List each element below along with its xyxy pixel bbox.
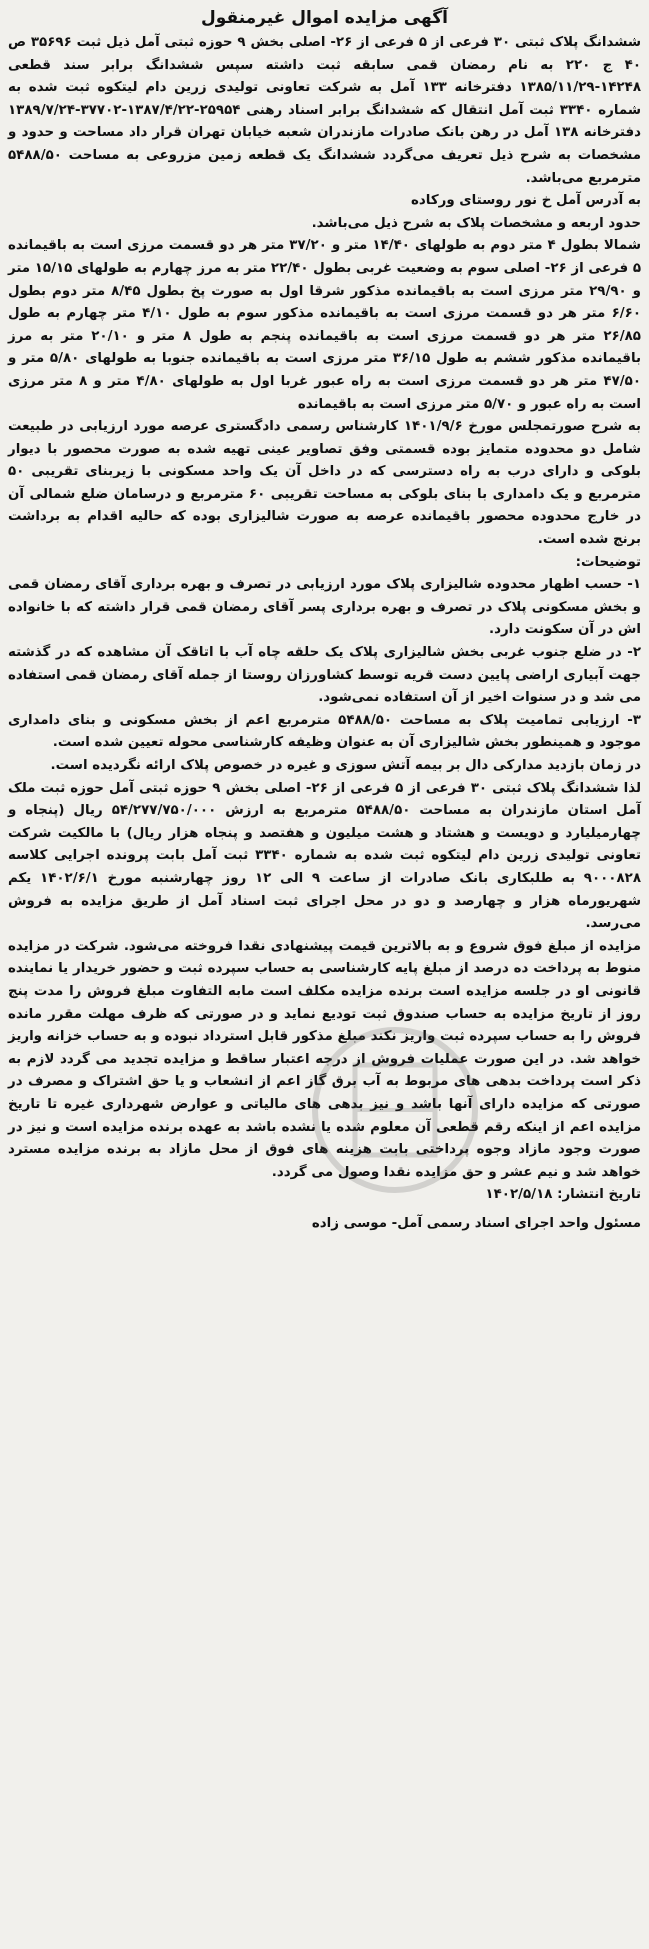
notice-title: آگهی مزایده اموال غیرمنقول bbox=[201, 8, 448, 28]
auction-terms: مزایده از مبلغ فوق شروع و به بالاترین قیمت پیشنهادی نقدا فروخته می‌شود. شرکت در مزایده منوط به پرداخت ده درصد از مبلغ پایه کارشناسی به حساب سپرده ثبت و حضور خریدار یا نماینده قانونی او در جلسه مزایده است برنده مزایده مکلف است مابه التفاوت مبلغ فروش را مدت پنج روز از تاریخ مزایده به حساب صندوق ثبت تودیع نماید و در صورتی که ظرف مهلت مقرر مانده فروش را به حساب سپرده ثبت واریز نکند مبلغ مذکور قابل استرداد نبوده و به حساب خزانه واریز خواهد شد. در این صورت عملیات فروش از درجه اعتبار ساقط و مزایده تجدید می گردد لازم به ذکر است پرداخت بدهی های مربوط به آب برق گاز اعم از انشعاب و یا حق اشتراک و مصرف در صورتی که مزایده دارای آنها باشد و نیز بدهی های مالیاتی و عوارض شهرداری غیره تا تاریخ مزایده اعم از اینکه رقم قطعی آن معلوم شده یا نشده باشد به عهده برنده مزایده است و نیز در صورت وجود مازاد وجوه پرداختی بابت هزینه های فوق از محل مازاد به برنده مزایده مسترد خواهد شد و نیم عشر و حق مزایده نقدا وصول می گردد. bbox=[8, 938, 641, 1180]
property-address: به آدرس آمل خ نور روستای ورکاده bbox=[411, 193, 641, 209]
signature-line: مسئول واحد اجرای اسناد رسمی آمل- موسی زاده bbox=[311, 1215, 641, 1231]
note-1: ۱- حسب اظهار محدوده شالیزاری پلاک مورد ارزیابی در تصرف و بهره برداری آقای رمضان قمی و بخش مسکونی پلاک در تصرف و بهره برداری پسر آقای رمضان قمی قرار داشته که با خانواده اش در آن سکونت دارد. bbox=[8, 577, 641, 638]
expert-report: به شرح صورتمجلس مورخ ۱۴۰۱/۹/۶ کارشناس رسمی دادگستری عرصه مورد ارزیابی در طبیعت شامل دو محدوده متمایز بوده قسمتی وفق تصاویر عینی تهیه شده به صورت محصور با دیوار بلوکی و دارای درب به راه دسترسی که در داخل آن یک واحد مسکونی با زیربنای تقریبی ۵۰ مترمربع و یک دامداری با بنای بلوکی به مساحت تقریبی ۶۰ مترمربع و درسامان ضلع شمالی آن در خارج محدوده محصور باقیمانده عرصه به صورت شالیزاری بوده که حالیه اقدام به برداشت برنج شده است. bbox=[8, 419, 641, 548]
boundaries-text: شمالا بطول ۴ متر دوم به طولهای ۱۴/۴۰ متر و ۳۷/۲۰ متر هر دو قسمت مرزی است به باقیمانده ۵ فرعی از ۲۶- اصلی سوم به وضعیت غربی بطول ۲۲/۴۰ متر به مرز چهارم به طولهای ۱۵/۱۵ متر و ۲۹/۹۰ متر مرزی است به باقیمانده مذکور شرقا اول به صورت پخ بطول ۸/۴۵ متر دوم بطول ۶/۶۰ متر هر دو قسمت مرزی است به باقیمانده مذکور سوم به طول ۴/۱۰ متر چهارم به طول ۲۶/۸۵ متر هر دو قسمت مرزی است به باقیمانده پنجم به طول ۸ متر و ۲۰/۱۰ متر به مرز باقیمانده مذکور ششم به طول ۳۶/۱۵ متر مرزی است به باقیمانده جنوبا به طولهای ۵/۸۰ متر و ۴۷/۵۰ متر هر دو قسمت مرزی است به راه عبور غربا اول به طولهای ۴/۸۰ متر و ۸ متر مرزی است به راه عبور و ۵/۷۰ متر مرزی است به باقیمانده bbox=[7, 238, 642, 412]
insurance-note: در زمان بازدید مدارکی دال بر بیمه آتش سوزی و غیره در خصوص پلاک ارائه نگردیده است. bbox=[50, 758, 641, 773]
note-3: ۳- ارزیابی تمامیت پلاک به مساحت ۵۴۸۸/۵۰ مترمربع اعم از بخش مسکونی و بنای دامداری موجود و همینطور بخش شالیزاری آن به عنوان وظیفه کارشناسی محوله تعیین شده است. bbox=[8, 712, 641, 751]
boundaries-heading: حدود اربعه و مشخصات پلاک به شرح ذیل می‌باشد. bbox=[311, 215, 641, 231]
valuation-paragraph: لذا ششدانگ پلاک ثبتی ۳۰ فرعی از ۵ فرعی از ۲۶- اصلی بخش ۹ حوزه ثبتی آمل حوزه ثبت ملک آمل استان مازندران به مساحت ۵۴۸۸/۵۰ مترمربع به ارزش ۵۴/۲۷۷/۷۵۰/۰۰۰ ریال (پنجاه و چهارمیلیارد و دویست و هشتاد و هشت میلیون و هفتصد و پنجاه هزار ریال) با مالکیت شرکت تعاونی تولیدی زرین دام لیتکوه ثبت شده به شماره ۳۳۴۰ ثبت آمل بابت پرونده اجرایی کلاسه ۹۰۰۰۸۲۸ به طلبکاری بانک صادرات از ساعت ۹ الی ۱۲ روز چهارشنبه مورخ ۱۴۰۲/۶/۱ یکم شهریورماه هزار و چهارصد و دو در محل اجرای ثبت اسناد آمل از طریق مزایده به فروش می‌رسد. bbox=[8, 780, 642, 932]
publish-date: تاریخ انتشار: ۱۴۰۲/۵/۱۸ bbox=[485, 1187, 641, 1203]
property-description: ششدانگ پلاک ثبتی ۳۰ فرعی از ۵ فرعی از ۲۶- اصلی بخش ۹ حوزه ثبتی آمل ذیل ثبت ۳۵۶۹۶ ص ۴۰ ج ۲۲۰ به نام رمضان قمی سابقه ثبت داشته سپس ششدانگ برابر سند قطعی ۱۴۲۴۸-۱۳۸۵/۱۱/۲۹ دفترخانه ۱۳۳ آمل به شرکت تعاونی تولیدی زرین دام لیتکوه ثبت شده به شماره ۳۳۴۰ ثبت آمل انتقال که ششدانگ برابر اسناد رهنی ۲۵۹۵۴-۱۳۸۷/۴/۲۲-۳۷۷۰۲-۱۳۸۹/۷/۲۴ دفترخانه ۱۳۸ آمل در رهن بانک صادرات مازندران شعبه خیابان تهران قرار داد مساحت و حدود و مشخصات به شرح ذیل تعریف می‌گردد ششدانگ یک قطعه زمین مزروعی به مساحت ۵۴۸۸/۵۰ مترمربع می‌باشد. bbox=[8, 35, 642, 186]
note-2: ۲- در ضلع جنوب غربی بخش شالیزاری پلاک یک حلقه چاه آب با اتاقک آن مشاهده که در گذشته جهت آبیاری اراضی پایین دست قریه توسط کشاورزان روستا از جمله آقای رمضان قمی استفاده می شد و در سنوات اخیر از آن استفاده نمی‌شود. bbox=[8, 645, 641, 706]
notes-heading: توضیحات: bbox=[575, 554, 641, 570]
